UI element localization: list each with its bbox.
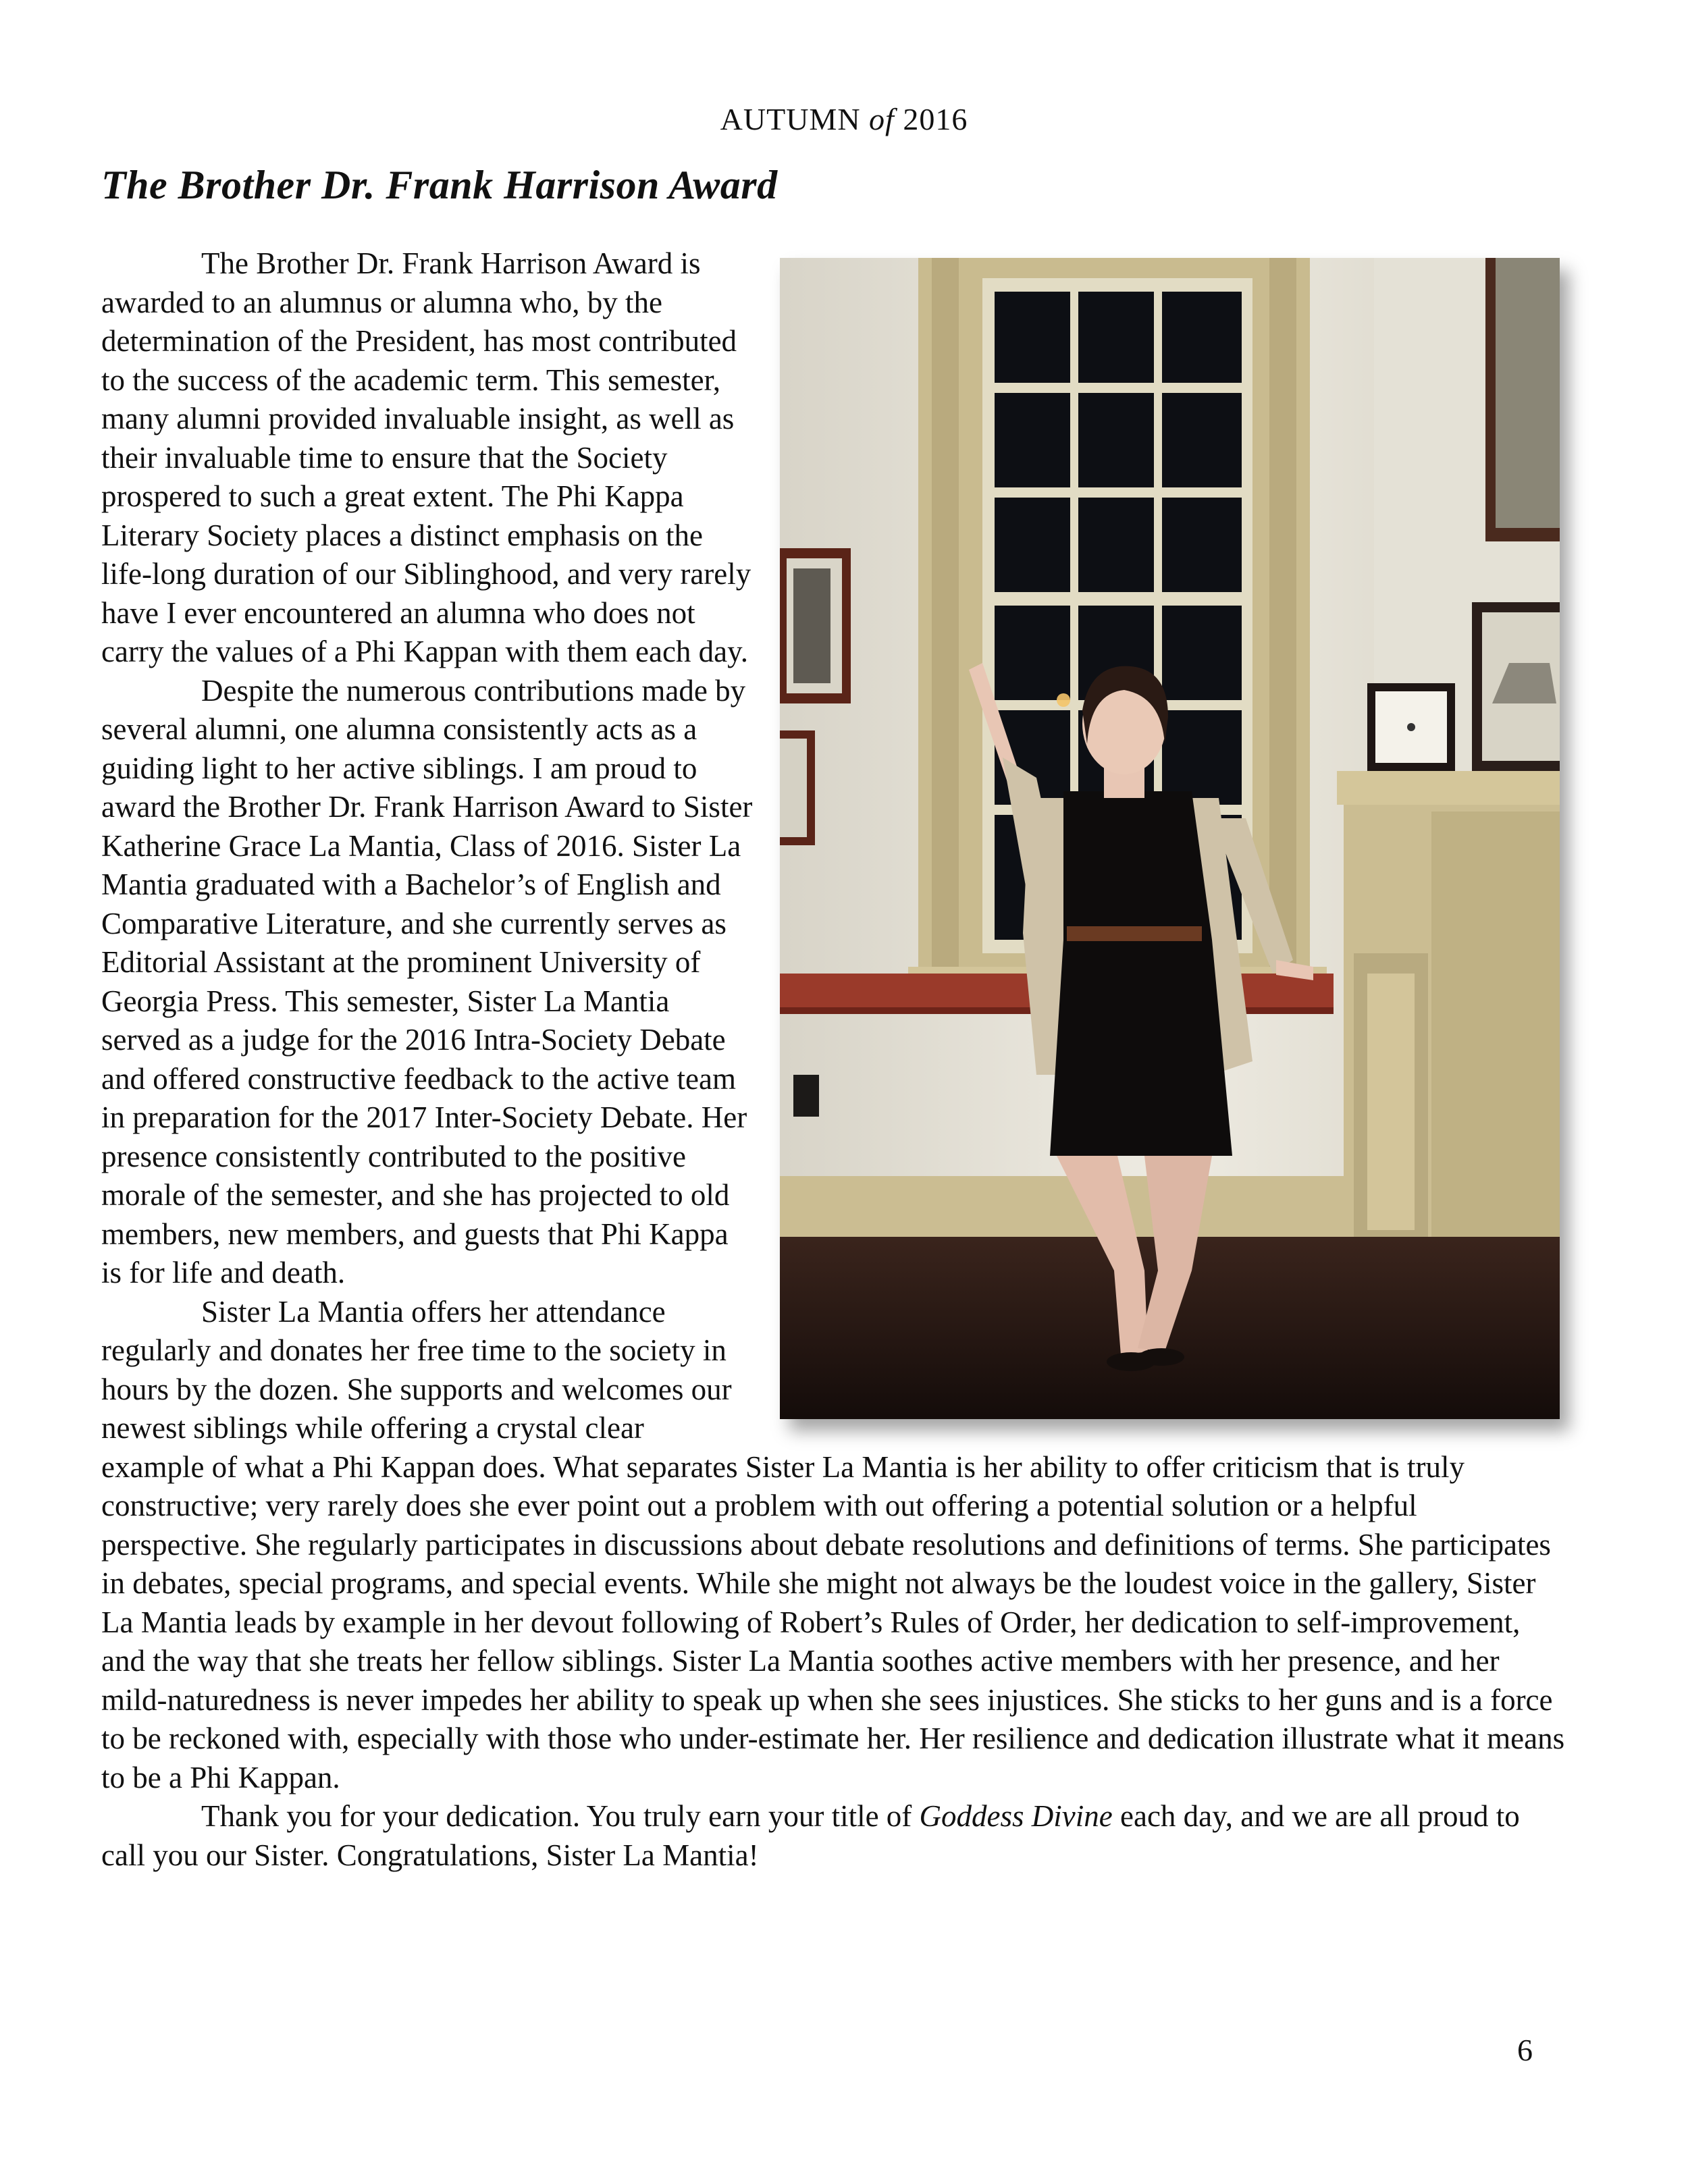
header-of: of: [869, 102, 895, 136]
article-title: The Brother Dr. Frank Harrison Award: [101, 163, 778, 207]
article-body: [101, 244, 1570, 1875]
award-photo-wrapper: [780, 258, 1580, 1433]
closing-after: each day, and we are all proud to call you our Sister. Congratulations, Sister La Mantia!: [101, 1799, 1520, 1872]
photo-mantel: [1337, 771, 1560, 805]
award-photo: [780, 258, 1560, 1419]
page-number: 6: [1517, 2033, 1533, 2067]
closing-title: Goddess Divine: [919, 1799, 1113, 1833]
article-paragraph-2: Despite the numerous contributions made by several alumni, one alumna consistently acts as a guiding light to her active siblings. I am proud to award the Brother Dr. Frank Harrison Award to Sister Katherine Grace La Mantia, Class of 2016. Sister La Mantia graduated with a Bachelor’s of English and Comparative Literature, and she currently serves as Editorial Assistant at the prominent University of Georgia Press. This semester, Sister La Mantia served as a judge for the 2016 Intra-Society Debate and offered constructive feedback to the active team in preparation for the 2017 Inter-Society Debate. Her presence consistently contributed to the positive morale of the semester, and she has projected to old members, new members, and guests that Phi Kappa is for life and death.: [101, 673, 753, 1289]
article-paragraph-3: Sister La Mantia offers her attendance regularly and donates her free time to the society in hours by the dozen. She supports and welcomes our newest siblings while offering a crystal clear example of what a Phi Kappan does. What separates Sister La Mantia is her ability to offer criticism that is truly constructive; very rarely does she ever point out a problem with out offering a potential solution or a helpful perspective. She regularly participates in discussions about debate resolutions and definitions of terms. She participates in debates, special programs, and special events. While she might not always be the loudest voice in the gallery, Sister La Mantia leads by example in her devout following of Robert’s Rules of Order, her dedication to self-improvement, and the way that she treats her fellow siblings. Sister La Mantia soothes active members with her presence, and her mild-naturedness is never impedes her ability to speak up when she sees injustices. She sticks to her guns and is a force to be reckoned with, especially with those who under-estimate her. Her resilience and dedication illustrate what it means to be a Phi Kappan.: [101, 1294, 1565, 1794]
article-paragraph-closing: [101, 1797, 1570, 1875]
running-header: [0, 101, 1688, 137]
article-paragraph-1: The Brother Dr. Frank Harrison Award is awarded to an alumnus or alumna who, by the determination of the President, has most contributed to the success of the academic term. This semester, many alumni provided invaluable insight, as well as their invaluable time to ensure that the Society prospered to such a great extent. The Phi Kappa Literary Society places a distinct emphasis on the life-long duration of our Siblinghood, and very rarely have I ever encountered an alumna who does not carry the values of a Phi Kappan with them each day.: [101, 246, 751, 668]
header-season: AUTUMN: [720, 102, 861, 136]
closing-before: Thank you for your dedication. You truly earn your title of: [201, 1799, 920, 1833]
header-year: 2016: [903, 102, 968, 136]
award-photo-illustration: [780, 258, 1560, 1419]
